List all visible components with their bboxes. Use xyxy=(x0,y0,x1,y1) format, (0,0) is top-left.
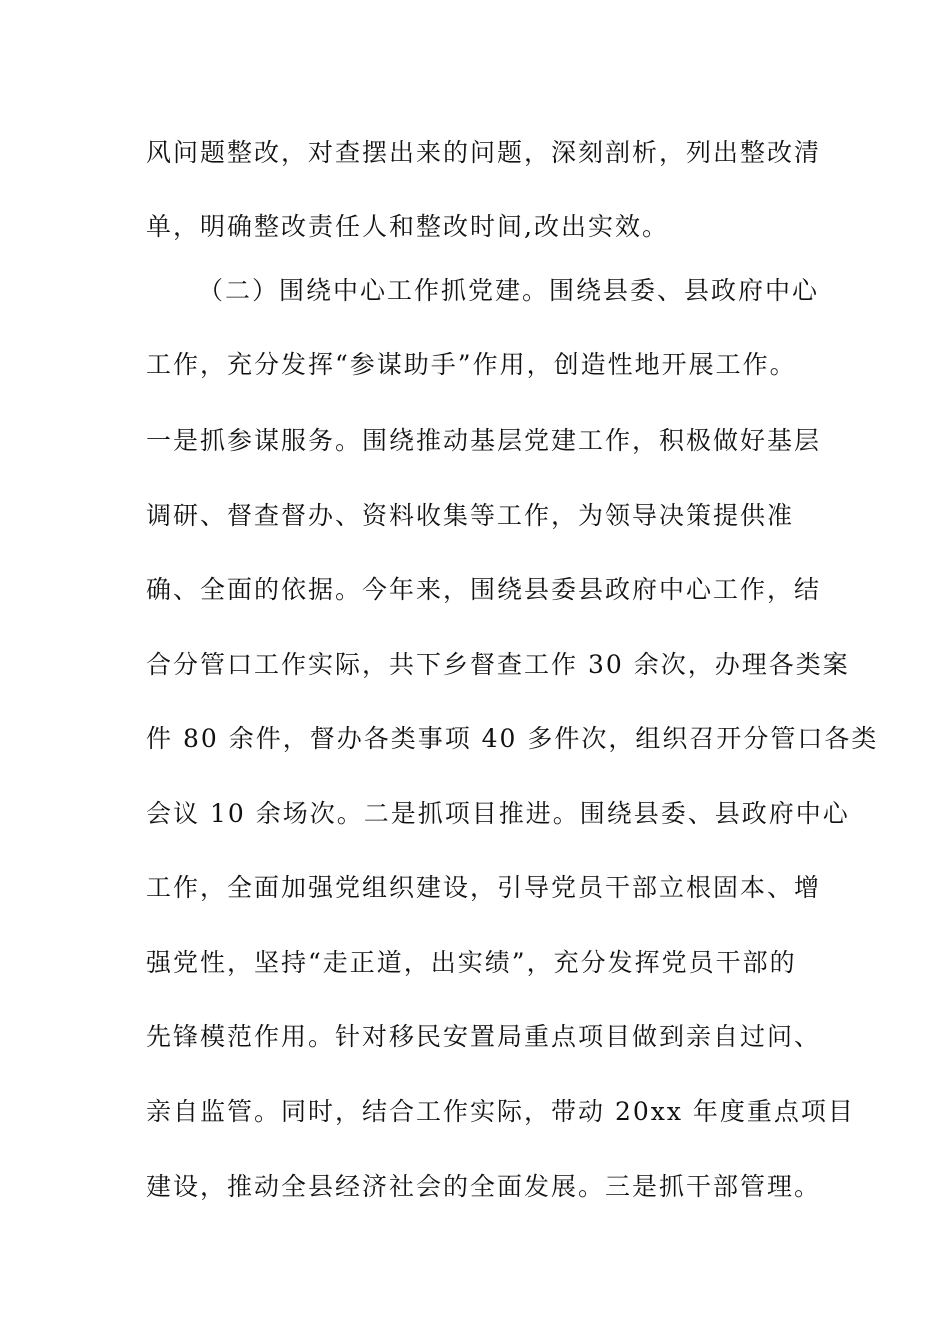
text-line-11: 工作，全面加强党组织建设，引导党员干部立根固本、增 xyxy=(146,873,822,902)
text-line-1: 风问题整改，对查摆出来的问题，深刻剖析，列出整改清 xyxy=(146,138,822,167)
text-line-4: 工作，充分发挥“参谋助手”作用，创造性地开展工作。 xyxy=(146,350,797,379)
section-heading-line: （二）围绕中心工作抓党建。围绕县委、县政府中心 xyxy=(198,276,820,305)
text-line-12: 强党性，坚持“走正道，出实绩”，充分发挥党员干部的 xyxy=(146,948,797,977)
text-line-8: 合分管口工作实际，共下乡督查工作 30 余次，办理各类案 xyxy=(146,650,850,679)
text-line-10: 会议 10 余场次。二是抓项目推进。围绕县委、县政府中心 xyxy=(146,799,850,828)
text-line-5: 一是抓参谋服务。围绕推动基层党建工作，积极做好基层 xyxy=(146,426,822,455)
text-line-13: 先锋模范作用。针对移民安置局重点项目做到亲自过问、 xyxy=(146,1022,822,1051)
text-line-14: 亲自监管。同时，结合工作实际，带动 20xx 年度重点项目 xyxy=(146,1097,855,1126)
text-line-15: 建设，推动全县经济社会的全面发展。三是抓干部管理。 xyxy=(146,1172,822,1201)
text-line-9: 件 80 余件，督办各类事项 40 多件次，组织召开分管口各类 xyxy=(146,724,879,753)
text-line-7: 确、全面的依据。今年来，围绕县委县政府中心工作，结 xyxy=(146,575,822,604)
text-line-2: 单，明确整改责任人和整改时间,改出实效。 xyxy=(146,212,669,241)
text-line-6: 调研、督查督办、资料收集等工作，为领导决策提供准 xyxy=(146,501,795,530)
